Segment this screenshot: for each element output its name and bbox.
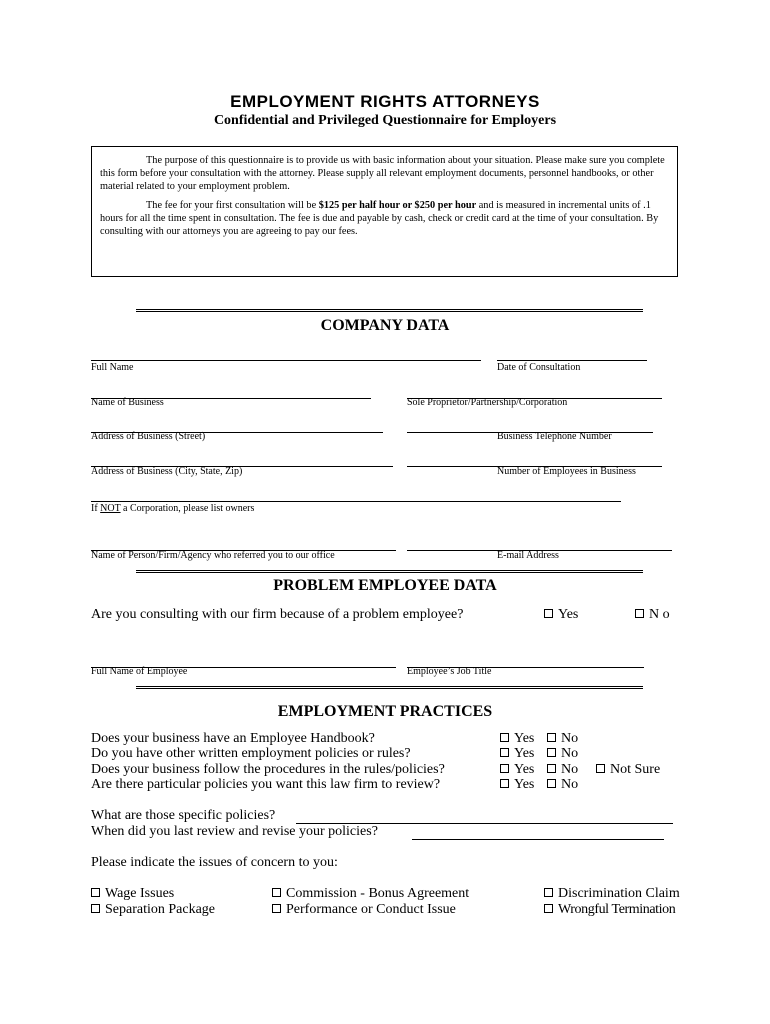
employment-practices-heading: EMPLOYMENT PRACTICES	[277, 703, 493, 720]
yes-label: Yes	[514, 746, 535, 761]
entity-type-label: Sole Proprietor/Partnership/Corporation	[407, 397, 568, 408]
wage-issues-option[interactable]	[91, 886, 174, 902]
not-sure-checkbox[interactable]	[596, 764, 605, 773]
commission-checkbox[interactable]	[272, 888, 281, 897]
performance-checkbox[interactable]	[272, 904, 281, 913]
address-city-label: Address of Business (City, State, Zip)	[91, 466, 243, 477]
no-checkbox[interactable]	[547, 733, 556, 742]
yes-checkbox[interactable]	[500, 748, 509, 757]
intro-paragraph-fee	[100, 199, 669, 238]
wage-issues-label: Wage Issues	[105, 886, 175, 901]
performance-option[interactable]	[272, 902, 456, 918]
separation-package-option[interactable]	[91, 902, 215, 918]
yes-checkbox[interactable]	[500, 779, 509, 788]
wrongful-termination-checkbox[interactable]	[544, 904, 553, 913]
form-subtitle: Confidential and Privileged Questionnaire for Employers	[213, 113, 557, 128]
handbook-yes-option[interactable]	[500, 731, 534, 747]
written-policies-yes-option[interactable]	[500, 746, 534, 762]
wage-issues-checkbox[interactable]	[91, 888, 100, 897]
last-review-label: When did you last review and revise your policies?	[91, 824, 378, 839]
email-label: E-mail Address	[497, 550, 559, 561]
full-name-line[interactable]	[91, 360, 481, 361]
section-divider	[136, 686, 643, 689]
separation-package-checkbox[interactable]	[91, 904, 100, 913]
yes-checkbox[interactable]	[500, 733, 509, 742]
no-checkbox[interactable]	[547, 764, 556, 773]
specific-policies-label: What are those specific policies?	[91, 808, 276, 823]
date-consultation-label: Date of Consultation	[497, 362, 581, 373]
name-business-label: Name of Business	[91, 397, 164, 408]
owners-if-text: If	[91, 503, 101, 514]
commission-option[interactable]	[272, 886, 469, 902]
follow-procedures-yes-option[interactable]	[500, 762, 534, 778]
section-divider	[136, 570, 643, 573]
owners-rest-text: a Corporation, please list owners	[120, 503, 255, 514]
problem-employee-heading: PROBLEM EMPLOYEE DATA	[273, 577, 497, 594]
no-label: No	[561, 777, 579, 792]
address-street-label: Address of Business (Street)	[91, 431, 206, 442]
discrimination-checkbox[interactable]	[544, 888, 553, 897]
employee-name-label: Full Name of Employee	[91, 666, 188, 677]
fee-text-end: and is measured in incremental units of .1 hours for all the time spent in consultation. The fee is due and payable by cash, check or credit card at the time of your consultation. By consulting with our attorneys you are agreeing to pay our fees.	[100, 200, 659, 237]
no-label: No	[561, 746, 579, 761]
yes-checkbox[interactable]	[500, 764, 509, 773]
discrimination-label: Discrimination Claim	[558, 886, 680, 901]
policies-review-yes-option[interactable]	[500, 777, 534, 793]
issues-prompt: Please indicate the issues of concern to you:	[91, 855, 338, 870]
yes-label: Yes	[514, 731, 535, 746]
no-checkbox[interactable]	[635, 609, 644, 618]
last-review-line[interactable]	[412, 839, 664, 840]
date-consultation-line[interactable]	[497, 360, 647, 361]
owners-not-text: NOT	[100, 503, 121, 514]
no-checkbox[interactable]	[547, 748, 556, 757]
written-policies-no-option[interactable]	[547, 746, 578, 762]
yes-label: Yes	[514, 777, 535, 792]
owners-line[interactable]	[91, 501, 621, 502]
written-policies-question: Do you have other written employment policies or rules?	[91, 746, 411, 761]
yes-label: Yes	[514, 762, 535, 777]
no-checkbox[interactable]	[547, 779, 556, 788]
no-label: N o	[649, 607, 670, 622]
section-divider	[136, 309, 643, 312]
problem-yes-option[interactable]	[544, 607, 578, 623]
problem-employee-question: Are you consulting with our firm because of a problem employee?	[91, 607, 464, 622]
fee-amount: $125 per half hour or $250 per hour	[318, 200, 477, 211]
referred-by-label: Name of Person/Firm/Agency who referred you to our office	[91, 550, 335, 561]
company-data-heading: COMPANY DATA	[320, 317, 450, 334]
problem-no-option[interactable]	[635, 607, 670, 623]
handbook-no-option[interactable]	[547, 731, 578, 747]
not-sure-label: Not Sure	[610, 762, 661, 777]
full-name-label: Full Name	[91, 362, 134, 373]
policies-review-question: Are there particular policies you want this law firm to review?	[91, 777, 441, 792]
owners-label	[91, 503, 254, 514]
follow-procedures-question: Does your business follow the procedures in the rules/policies?	[91, 762, 445, 777]
discrimination-option[interactable]	[544, 886, 680, 902]
performance-label: Performance or Conduct Issue	[286, 902, 456, 917]
no-label: No	[561, 762, 579, 777]
num-employees-label: Number of Employees in Business	[497, 466, 636, 477]
wrongful-termination-option[interactable]	[544, 902, 675, 918]
fee-text-start: The fee for your first consultation will be	[146, 200, 319, 211]
handbook-question: Does your business have an Employee Handbook?	[91, 731, 375, 746]
follow-procedures-not-sure-option[interactable]	[596, 762, 660, 778]
yes-checkbox[interactable]	[544, 609, 553, 618]
commission-label: Commission - Bonus Agreement	[286, 886, 470, 901]
no-label: No	[561, 731, 579, 746]
follow-procedures-no-option[interactable]	[547, 762, 578, 778]
yes-label: Yes	[558, 607, 579, 622]
intro-paragraph-purpose: The purpose of this questionnaire is to provide us with basic information about your situation. Please make sure you complete this form before your consultation with the attorney. Please supply all relevant employment documents, personnel handbooks, or other material related to your employment problem.	[100, 155, 665, 192]
job-title-label: Employee’s Job Title	[407, 666, 492, 677]
separation-package-label: Separation Package	[105, 902, 216, 917]
policies-review-no-option[interactable]	[547, 777, 578, 793]
wrongful-termination-label: Wrongful Termination	[558, 902, 676, 917]
intro-box	[91, 146, 678, 277]
business-phone-label: Business Telephone Number	[497, 431, 612, 442]
form-title: EMPLOYMENT RIGHTS ATTORNEYS	[230, 92, 540, 111]
